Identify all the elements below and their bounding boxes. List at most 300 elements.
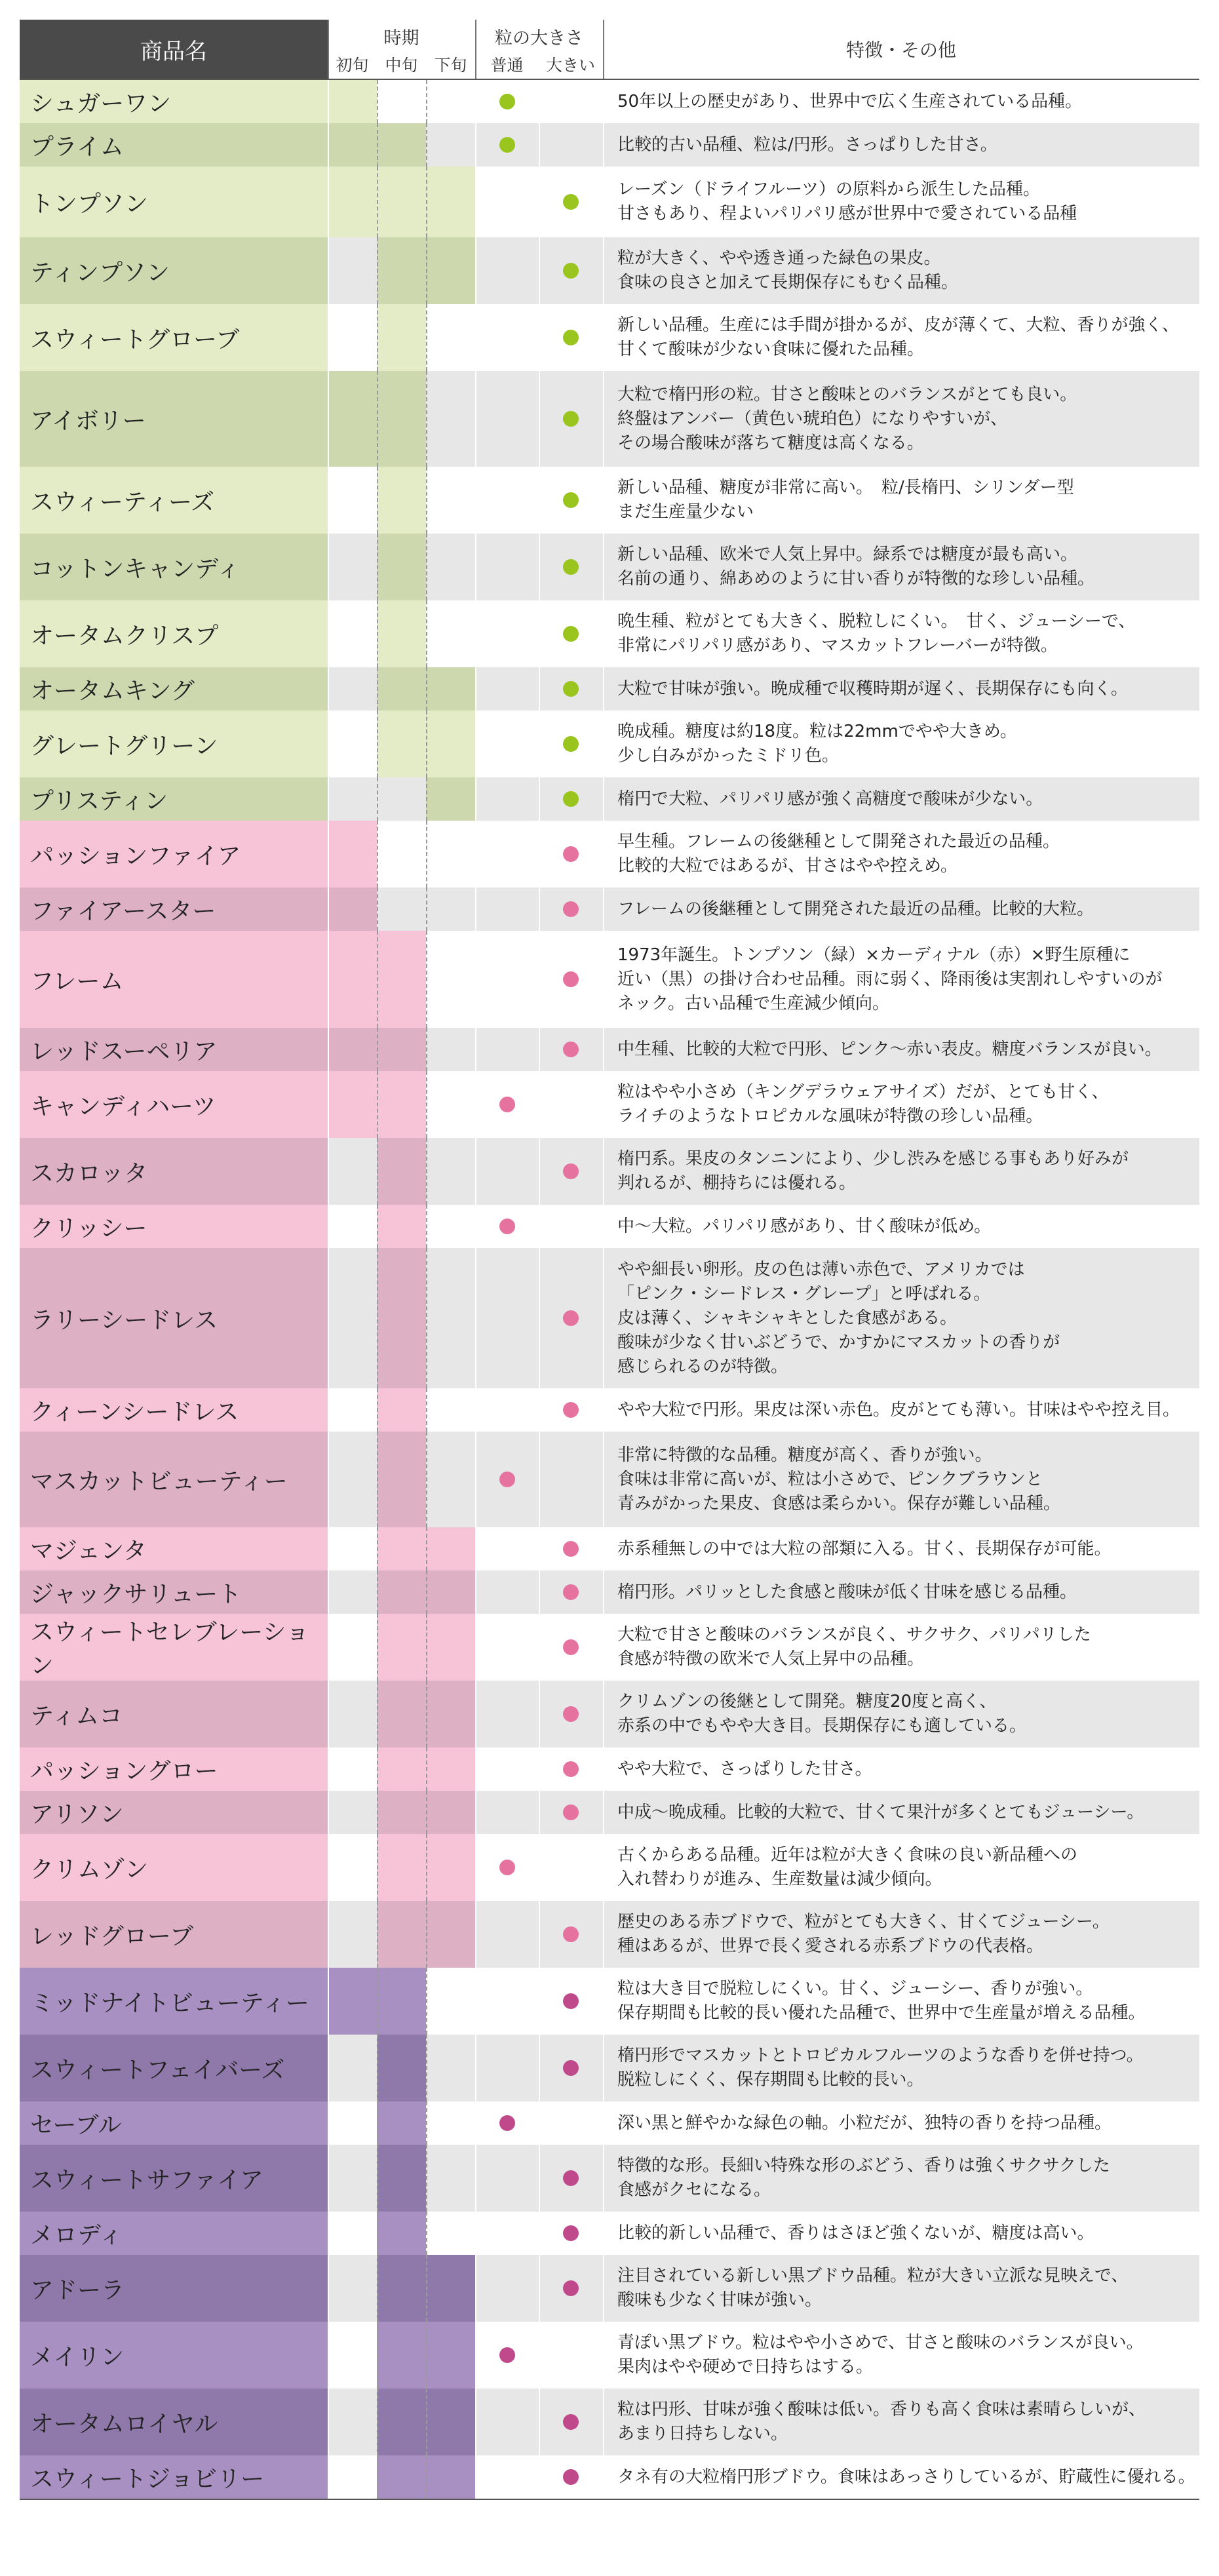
period-early-cell <box>328 667 377 711</box>
period-divider <box>426 1834 427 1901</box>
period-late-cell <box>426 1205 475 1248</box>
feature-line: 特徴的な形。長細い特殊な形のぶどう、香りは強くサクサクした <box>617 2156 1110 2176</box>
period-divider <box>426 1071 427 1138</box>
feature-line: 皮は薄く、シャキシャキとした食感がある。 <box>617 1308 958 1328</box>
feature-line: 入れ替わりが進み、生産数量は減少傾向。 <box>617 1869 942 1889</box>
size-large-cell <box>539 931 603 1028</box>
column-divider <box>603 888 604 931</box>
feature-line: 新しい品種、欧米で人気上昇中。緑系では糖度が最も高い。 <box>617 545 1078 564</box>
period-divider <box>377 2322 378 2389</box>
period-late-cell <box>426 777 475 821</box>
column-divider <box>603 2255 604 2322</box>
column-divider <box>539 777 540 821</box>
column-divider <box>328 1138 329 1205</box>
period-divider <box>377 467 378 534</box>
table-row <box>20 1071 1199 1138</box>
period-early-cell <box>328 1614 377 1681</box>
column-divider <box>475 600 476 667</box>
size-normal-cell <box>475 1138 539 1205</box>
period-early-cell <box>328 1968 377 2035</box>
size-marker-dot <box>499 1097 515 1112</box>
period-divider <box>377 1028 378 1071</box>
period-early-cell <box>328 1527 377 1571</box>
column-divider <box>475 2455 476 2499</box>
column-divider <box>539 1791 540 1834</box>
product-name: レッドグローブ <box>20 1901 328 1968</box>
column-divider <box>603 1834 604 1901</box>
period-mid-cell <box>377 80 426 123</box>
period-divider <box>426 2212 427 2255</box>
period-late-cell <box>426 600 475 667</box>
feature-line: 比較的大粒ではあるが、甘さはやや控えめ。 <box>617 856 958 876</box>
feature-line: 保存期間も比較的長い優れた品種で、世界中で生産量が増える品種。 <box>617 2003 1146 2023</box>
size-large-cell <box>539 237 603 304</box>
column-divider <box>539 888 540 931</box>
period-divider <box>377 1681 378 1747</box>
feature-line: 青みがかった果皮、食感は柔らかい。保存が難しい品種。 <box>617 1493 1061 1513</box>
column-divider <box>328 1028 329 1071</box>
size-normal-label: 普通 <box>490 56 524 75</box>
period-mid-cell <box>377 931 426 1028</box>
period-divider <box>426 371 427 467</box>
size-normal-cell <box>475 1432 539 1527</box>
table-row <box>20 1571 1199 1614</box>
column-divider <box>475 80 476 123</box>
table-row <box>20 1968 1199 2035</box>
column-divider <box>328 237 329 304</box>
product-features <box>603 1791 1199 1834</box>
column-divider <box>475 1388 476 1432</box>
period-mid-cell <box>377 371 426 467</box>
table-row <box>20 1248 1199 1388</box>
column-divider <box>475 821 476 888</box>
size-marker-dot <box>499 137 515 153</box>
product-name: シュガーワン <box>20 80 328 123</box>
period-divider <box>377 304 378 371</box>
product-features <box>603 1614 1199 1681</box>
column-divider <box>539 667 540 711</box>
period-divider <box>426 1205 427 1248</box>
period-mid-cell <box>377 1901 426 1968</box>
table-row <box>20 2255 1199 2322</box>
column-divider <box>475 166 476 237</box>
period-mid-cell <box>377 1527 426 1571</box>
size-large-cell <box>539 534 603 600</box>
product-features <box>603 304 1199 371</box>
period-early-cell <box>328 600 377 667</box>
period-divider <box>426 1248 427 1388</box>
period-late-cell <box>426 1901 475 1968</box>
size-large-cell <box>539 667 603 711</box>
size-normal-cell <box>475 237 539 304</box>
column-divider <box>603 467 604 534</box>
feature-line: 食味の良さと加えて長期保存にもむく品種。 <box>617 273 959 292</box>
size-marker-dot <box>563 1584 579 1600</box>
period-divider <box>377 1834 378 1901</box>
table-row <box>20 888 1199 931</box>
period-mid-cell <box>377 2101 426 2145</box>
period-early-cell <box>328 1388 377 1432</box>
period-late-cell <box>426 1138 475 1205</box>
product-name: ティンプソン <box>20 237 328 304</box>
column-divider <box>328 1681 329 1747</box>
period-late-cell <box>426 123 475 166</box>
period-divider <box>426 304 427 371</box>
period-mid-cell <box>377 711 426 777</box>
column-divider <box>603 371 604 467</box>
size-large-cell <box>539 777 603 821</box>
size-large-cell <box>539 1071 603 1138</box>
column-divider <box>539 931 540 1028</box>
product-features <box>603 1248 1199 1388</box>
feature-line: 「ピンク・シードレス・グレープ」と呼ばれる。 <box>617 1283 991 1304</box>
size-normal-cell <box>475 1205 539 1248</box>
size-normal-cell <box>475 2455 539 2499</box>
size-marker-dot <box>563 1163 579 1179</box>
column-divider <box>539 1138 540 1205</box>
period-mid-cell <box>377 1205 426 1248</box>
period-early-cell <box>328 1747 377 1791</box>
period-divider <box>377 1138 378 1205</box>
column-divider <box>603 1901 604 1968</box>
table-row <box>20 1138 1199 1205</box>
product-name: スウィートグローブ <box>20 304 328 371</box>
size-marker-dot <box>563 1042 579 1057</box>
period-divider <box>377 2389 378 2455</box>
column-divider <box>539 2455 540 2499</box>
column-divider <box>328 1791 329 1834</box>
table-row <box>20 2322 1199 2389</box>
table-row <box>20 371 1199 467</box>
column-divider <box>475 2101 476 2145</box>
period-late-cell <box>426 931 475 1028</box>
size-normal-cell <box>475 1248 539 1388</box>
period-divider <box>377 600 378 667</box>
column-divider <box>328 2035 329 2101</box>
column-divider <box>603 1968 604 2035</box>
size-large-cell <box>539 1901 603 1968</box>
period-mid-cell <box>377 1968 426 2035</box>
period-divider <box>426 123 427 166</box>
period-late-cell <box>426 667 475 711</box>
feature-line: 晩成種。糖度は約18度。粒は22mmでやや大きめ。 <box>617 722 1017 741</box>
size-normal-cell <box>475 304 539 371</box>
feature-line: フレームの後継種として開発された最近の品種。比較的大粒。 <box>617 899 1094 919</box>
feature-line: 早生種。フレームの後継種として開発された最近の品種。 <box>617 832 1060 851</box>
column-header-period <box>328 20 475 79</box>
size-large-cell <box>539 1205 603 1248</box>
size-marker-dot <box>563 1639 579 1655</box>
period-divider <box>377 371 378 467</box>
feature-line: ネック。古い品種で生産減少傾向。 <box>617 993 889 1013</box>
size-marker-dot <box>563 1541 579 1557</box>
period-early-cell <box>328 1571 377 1614</box>
size-marker-dot <box>499 2115 515 2131</box>
feature-line: 楕円形でマスカットとトロピカルフルーツのような香りを併せ持つ。 <box>617 2046 1144 2065</box>
size-large-cell <box>539 1388 603 1432</box>
size-marker-dot <box>563 846 579 862</box>
size-large-cell <box>539 2212 603 2255</box>
column-divider <box>475 371 476 467</box>
feature-line: 注目されている新しい黒ブドウ品種。粒が大きい立派な見映えで、 <box>617 2266 1129 2286</box>
column-divider <box>328 1205 329 1248</box>
size-marker-dot <box>563 901 579 917</box>
column-divider <box>539 467 540 534</box>
feature-line: 古くからある品種。近年は粒が大きく食味の良い新品種への <box>617 1845 1078 1865</box>
period-late-cell <box>426 711 475 777</box>
product-name: スウィートフェイバーズ <box>20 2035 328 2101</box>
product-name: ティムコ <box>20 1681 328 1747</box>
period-early-cell <box>328 237 377 304</box>
column-divider <box>475 777 476 821</box>
period-divider <box>426 166 427 237</box>
column-divider <box>603 1028 604 1071</box>
table-row <box>20 534 1199 600</box>
feature-line: 名前の通り、綿あめのように甘い香りが特徴的な珍しい品種。 <box>617 569 1095 589</box>
size-marker-dot <box>563 1706 579 1722</box>
size-marker-dot <box>563 1926 579 1942</box>
feature-line: まだ生産量少ない <box>617 502 754 522</box>
size-large-cell <box>539 123 603 166</box>
size-marker-dot <box>563 1761 579 1777</box>
column-divider <box>603 1205 604 1248</box>
header-divider <box>603 20 604 79</box>
column-divider <box>539 1968 540 2035</box>
product-features <box>603 1388 1199 1432</box>
column-divider <box>475 237 476 304</box>
table-row <box>20 1901 1199 1968</box>
column-divider <box>328 80 329 123</box>
period-divider <box>377 1791 378 1834</box>
product-name: パッショングロー <box>20 1747 328 1791</box>
product-features <box>603 600 1199 667</box>
period-early-cell <box>328 371 377 467</box>
column-divider <box>603 711 604 777</box>
size-normal-cell <box>475 2255 539 2322</box>
column-divider <box>603 1571 604 1614</box>
column-divider <box>328 1571 329 1614</box>
period-divider <box>377 1968 378 2035</box>
feature-line: 粒は大き目で脱粒しにくい。甘く、ジューシー、香りが強い。 <box>617 1979 1093 1999</box>
size-normal-cell <box>475 2322 539 2389</box>
period-divider <box>426 2389 427 2455</box>
column-divider <box>603 1614 604 1681</box>
period-mid-cell <box>377 237 426 304</box>
product-name: マジェンタ <box>20 1527 328 1571</box>
period-early-cell <box>328 2322 377 2389</box>
table-row <box>20 2145 1199 2212</box>
column-divider <box>475 667 476 711</box>
size-large-cell <box>539 80 603 123</box>
product-name: キャンディハーツ <box>20 1071 328 1138</box>
period-late-cell <box>426 1388 475 1432</box>
period-divider <box>377 821 378 888</box>
period-divider <box>377 1071 378 1138</box>
column-divider <box>328 2389 329 2455</box>
column-divider <box>539 1747 540 1791</box>
period-late-cell <box>426 237 475 304</box>
product-features <box>603 2255 1199 2322</box>
period-early-cell <box>328 304 377 371</box>
feature-line: 非常にパリパリ感があり、マスカットフレーバーが特徴。 <box>617 636 1058 655</box>
column-divider <box>328 534 329 600</box>
period-early-cell <box>328 2101 377 2145</box>
column-divider <box>328 2212 329 2255</box>
period-divider <box>377 1571 378 1614</box>
column-divider <box>539 1834 540 1901</box>
product-features <box>603 2035 1199 2101</box>
period-divider <box>377 667 378 711</box>
column-divider <box>328 2101 329 2145</box>
size-marker-dot <box>563 1310 579 1326</box>
period-mid-cell <box>377 123 426 166</box>
column-divider <box>475 1901 476 1968</box>
size-marker-dot <box>563 2225 579 2241</box>
column-divider <box>603 166 604 237</box>
column-divider <box>475 123 476 166</box>
period-early-cell <box>328 1901 377 1968</box>
column-divider <box>539 1071 540 1138</box>
size-normal-cell <box>475 2389 539 2455</box>
size-normal-cell <box>475 80 539 123</box>
product-features <box>603 821 1199 888</box>
period-mid-cell <box>377 2255 426 2322</box>
size-marker-dot <box>563 681 579 697</box>
product-name: スウィートセレブレーション <box>20 1614 328 1681</box>
table-row <box>20 166 1199 237</box>
period-divider <box>377 1205 378 1248</box>
period-late-cell <box>426 1527 475 1571</box>
period-early-cell <box>328 1248 377 1388</box>
period-mid-cell <box>377 534 426 600</box>
column-divider <box>603 1747 604 1791</box>
column-divider <box>603 2035 604 2101</box>
size-marker-dot <box>563 1402 579 1418</box>
column-divider <box>328 123 329 166</box>
period-mid-cell <box>377 1791 426 1834</box>
column-header-grain-size <box>475 20 603 79</box>
size-normal-cell <box>475 467 539 534</box>
column-divider <box>539 166 540 237</box>
period-divider <box>426 534 427 600</box>
period-divider <box>377 1388 378 1432</box>
size-marker-dot <box>499 1472 515 1487</box>
period-mid-cell <box>377 1681 426 1747</box>
period-divider <box>426 1388 427 1432</box>
period-divider <box>426 1968 427 2035</box>
size-marker-dot <box>563 2469 579 2485</box>
period-divider <box>426 2322 427 2389</box>
table-row <box>20 1747 1199 1791</box>
product-name: オータムロイヤル <box>20 2389 328 2455</box>
column-divider <box>603 821 604 888</box>
feature-line: 赤系種無しの中では大粒の部類に入る。甘く、長期保存が可能。 <box>617 1538 1112 1559</box>
feature-line: 果肉はやや硬めで日持ちはする。 <box>617 2357 874 2377</box>
column-divider <box>603 1791 604 1834</box>
product-features <box>603 2145 1199 2212</box>
feature-line: 楕円形。パリッとした食感と酸味が低く甘味を感じる品種。 <box>617 1582 1077 1602</box>
column-divider <box>328 931 329 1028</box>
column-divider <box>603 2455 604 2499</box>
product-name: オータムキング <box>20 667 328 711</box>
period-late-cell <box>426 1834 475 1901</box>
column-divider <box>475 2255 476 2322</box>
column-divider <box>603 534 604 600</box>
table-row <box>20 777 1199 821</box>
size-normal-cell <box>475 888 539 931</box>
product-features <box>603 1571 1199 1614</box>
product-name: プリスティン <box>20 777 328 821</box>
period-late-cell <box>426 1681 475 1747</box>
period-early-cell <box>328 1071 377 1138</box>
period-divider <box>377 123 378 166</box>
period-divider <box>377 888 378 931</box>
size-large-cell <box>539 467 603 534</box>
period-late-cell <box>426 467 475 534</box>
size-normal-cell <box>475 1681 539 1747</box>
size-large-cell <box>539 1614 603 1681</box>
column-divider <box>328 1527 329 1571</box>
size-large-cell <box>539 2255 603 2322</box>
column-divider <box>603 2101 604 2145</box>
period-early-cell <box>328 2212 377 2255</box>
size-label: 粒の大きさ <box>495 28 583 49</box>
period-divider <box>426 1527 427 1571</box>
column-divider <box>539 2212 540 2255</box>
column-divider <box>328 2145 329 2212</box>
feature-line: 楕円で大粒、パリパリ感が強く高糖度で酸味が少ない。 <box>617 789 1043 809</box>
column-divider <box>539 2101 540 2145</box>
column-divider <box>475 2145 476 2212</box>
period-mid-cell <box>377 304 426 371</box>
product-features <box>603 534 1199 600</box>
size-large-cell <box>539 1968 603 2035</box>
period-late-cell <box>426 534 475 600</box>
period-early-cell <box>328 777 377 821</box>
column-divider <box>475 1791 476 1834</box>
product-name: クリッシー <box>20 1205 328 1248</box>
column-divider <box>328 1747 329 1791</box>
period-late-cell <box>426 304 475 371</box>
size-marker-dot <box>563 492 579 508</box>
period-mid-label: 中旬 <box>385 56 418 75</box>
period-late-cell <box>426 2145 475 2212</box>
column-divider <box>328 467 329 534</box>
period-early-cell <box>328 2455 377 2499</box>
column-divider <box>603 237 604 304</box>
period-mid-cell <box>377 667 426 711</box>
period-early-cell <box>328 2255 377 2322</box>
feature-line: 種はあるが、世界で長く愛される赤系ブドウの代表格。 <box>617 1936 1044 1956</box>
period-early-cell <box>328 2035 377 2101</box>
period-late-cell <box>426 1028 475 1071</box>
product-features <box>603 888 1199 931</box>
table-row <box>20 1791 1199 1834</box>
period-late-label: 下旬 <box>434 56 467 75</box>
column-divider <box>328 1248 329 1388</box>
size-large-label: 大きい <box>545 56 595 75</box>
feature-line: 非常に特徴的な品種。糖度が高く、香りが強い。 <box>617 1445 992 1465</box>
table-row <box>20 667 1199 711</box>
period-early-cell <box>328 2145 377 2212</box>
period-divider <box>377 931 378 1028</box>
table-row <box>20 2389 1199 2455</box>
product-name: ジャックサリュート <box>20 1571 328 1614</box>
table-row <box>20 1834 1199 1901</box>
period-divider <box>426 777 427 821</box>
feature-line: 中生種、比較的大粒で円形、ピンク～赤い表皮。糖度バランスが良い。 <box>617 1039 1162 1059</box>
column-divider <box>328 166 329 237</box>
